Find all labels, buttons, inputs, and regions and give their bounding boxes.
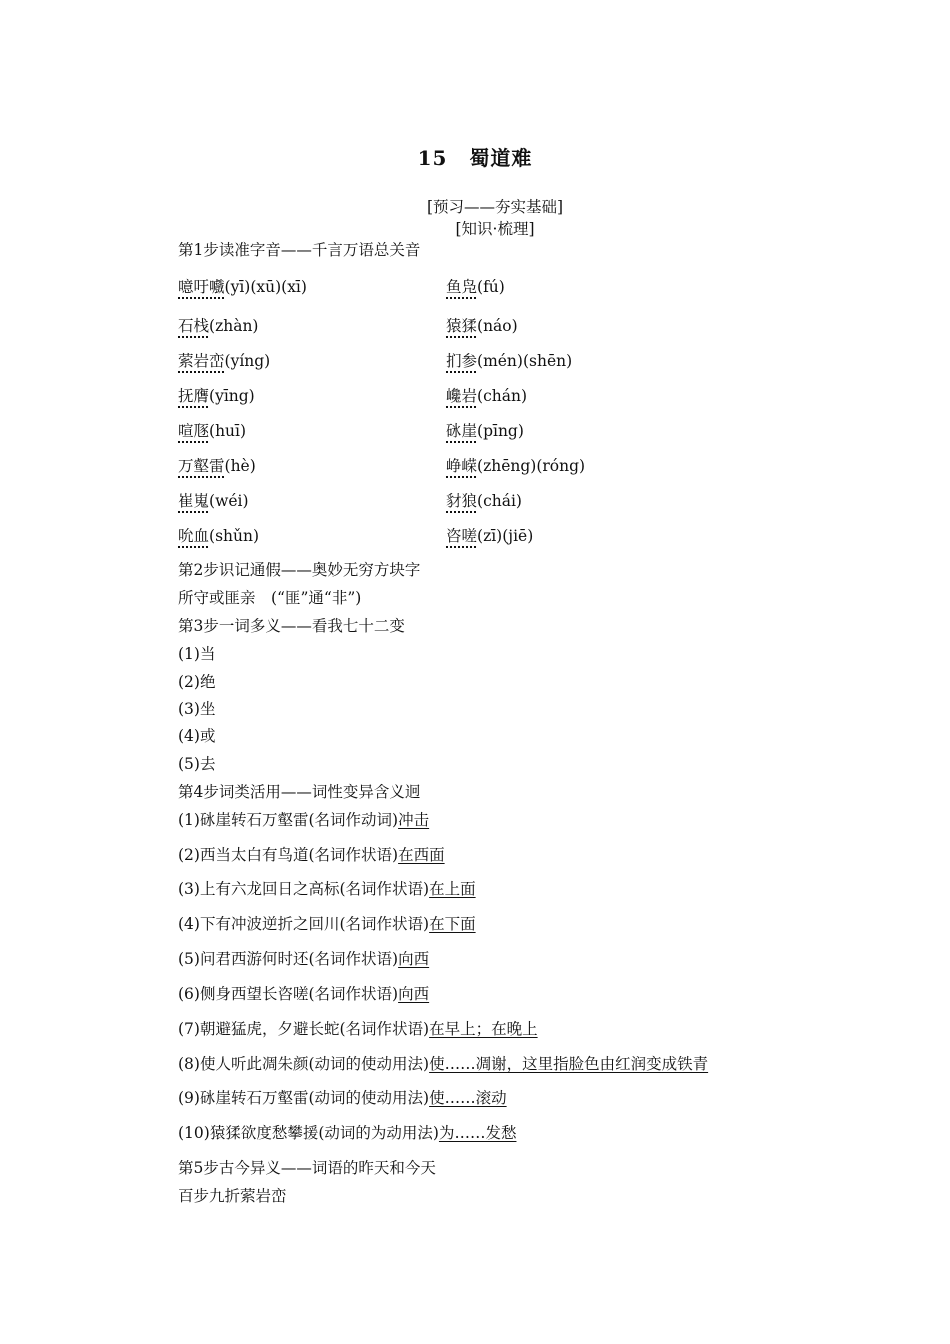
usage-note: (名词作状语) [308, 985, 399, 1003]
usage-item [178, 914, 476, 934]
pron-pinyin: (zhēng)(róng) [477, 457, 586, 475]
pron-pinyin: (wéi) [209, 492, 249, 510]
usage-num: (4) [178, 915, 200, 933]
pron-left-5 [178, 456, 256, 476]
usage-note: (名词作动词) [308, 811, 399, 829]
usage-text: 问君西游何时还 [199, 950, 309, 968]
polysemy-item: (2)绝 [178, 673, 216, 691]
pron-pinyin: (zī)(jiē) [477, 527, 534, 545]
usage-answer: 在西面 [398, 846, 445, 864]
usage-num: (10) [178, 1124, 210, 1142]
usage-text: 使人听此凋朱颜 [199, 1055, 309, 1073]
polysemy-item: (4)或 [178, 727, 216, 745]
usage-text: 砯崖转石万壑雷 [199, 1089, 309, 1107]
step5-item: 百步九折萦岩峦 [178, 1187, 287, 1205]
usage-num: (7) [178, 1020, 200, 1038]
usage-answer: 冲击 [398, 811, 430, 829]
usage-num: (8) [178, 1055, 200, 1073]
usage-item [178, 879, 476, 899]
pron-word: 噫吁嚱 [178, 278, 225, 296]
usage-note: (名词作状语) [308, 950, 399, 968]
usage-item [178, 1054, 708, 1074]
usage-note: (名词作状语) [339, 915, 430, 933]
preview-header: [预习——夯实基础] [426, 198, 564, 216]
usage-item [178, 984, 429, 1004]
step2-heading: 第2步识记通假——奥妙无穷方块字 [178, 561, 421, 579]
pron-word: 鱼凫 [446, 278, 478, 296]
usage-note: (动词的为动用法) [318, 1124, 439, 1142]
pron-word: 豺狼 [446, 492, 478, 510]
pron-pinyin: (mén)(shēn) [477, 352, 573, 370]
pron-right-7 [446, 526, 533, 546]
usage-num: (1) [178, 811, 200, 829]
usage-num: (3) [178, 880, 200, 898]
usage-note: (名词作状语) [339, 1020, 430, 1038]
pron-right-6 [446, 491, 522, 511]
usage-text: 下有冲波逆折之回川 [199, 915, 340, 933]
pron-pinyin: (chán) [477, 387, 527, 405]
pron-word: 万壑雷 [178, 457, 225, 475]
usage-note: (动词的使动用法) [308, 1055, 430, 1073]
pron-pinyin: (huī) [209, 422, 247, 440]
step1-heading: 第1步读准字音——千言万语总关音 [178, 241, 421, 259]
usage-answer: 使……凋谢，这里指脸色由红润变成铁青 [429, 1055, 709, 1073]
pron-right-0 [446, 277, 505, 297]
pron-pinyin: (zhàn) [209, 317, 259, 335]
pron-word: 抚膺 [178, 387, 210, 405]
usage-item [178, 1123, 516, 1143]
usage-note: (名词作状语) [339, 880, 430, 898]
pron-word: 咨嗟 [446, 527, 478, 545]
pron-left-1 [178, 316, 258, 336]
pron-pinyin: (chái) [477, 492, 522, 510]
pron-pinyin: (pīng) [477, 422, 524, 440]
usage-text: 侧身西望长咨嗟 [199, 985, 309, 1003]
usage-item [178, 810, 429, 830]
usage-num: (2) [178, 846, 200, 864]
usage-num: (9) [178, 1089, 200, 1107]
polysemy-item: (1)当 [178, 645, 216, 663]
usage-note: (动词的使动用法) [308, 1089, 430, 1107]
pron-pinyin: (náo) [477, 317, 518, 335]
step2-item: 所守或匪亲 (“匪”通“非”) [178, 589, 362, 607]
pron-right-1 [446, 316, 518, 336]
pron-word: 喧豗 [178, 422, 210, 440]
knowledge-header: [知识·梳理] [455, 220, 535, 238]
polysemy-item: (3)坐 [178, 700, 216, 718]
pron-pinyin: (fú) [477, 278, 505, 296]
pron-left-3 [178, 386, 255, 406]
usage-text: 朝避猛虎，夕避长蛇 [199, 1020, 340, 1038]
pron-pinyin: (yī)(xū)(xī) [224, 278, 307, 296]
lesson-title: 蜀道难 [469, 146, 533, 170]
usage-text: 上有六龙回日之高标 [199, 880, 340, 898]
pron-right-2 [446, 351, 572, 371]
usage-answer: 使……滚动 [429, 1089, 507, 1107]
pron-left-2 [178, 351, 270, 371]
step5-heading: 第5步古今异义——词语的昨天和今天 [178, 1159, 436, 1177]
pron-word: 石栈 [178, 317, 210, 335]
pron-left-7 [178, 526, 259, 546]
usage-item [178, 1019, 538, 1039]
polysemy-item: (5)去 [178, 755, 216, 773]
pron-word: 峥嵘 [446, 457, 478, 475]
usage-item [178, 845, 445, 865]
usage-item [178, 949, 429, 969]
pron-pinyin: (hè) [224, 457, 256, 475]
usage-answer: 向西 [398, 985, 430, 1003]
pron-word: 崔嵬 [178, 492, 210, 510]
pron-word: 扪参 [446, 352, 478, 370]
usage-num: (5) [178, 950, 200, 968]
usage-answer: 在下面 [429, 915, 476, 933]
usage-note: (名词作状语) [308, 846, 399, 864]
pron-pinyin: (shǔn) [209, 527, 260, 545]
pron-right-3 [446, 386, 527, 406]
lesson-number: 15 [417, 146, 448, 170]
usage-answer: 为……发愁 [438, 1124, 517, 1142]
pron-pinyin: (yíng) [224, 352, 271, 370]
usage-text: 猿猱欲度愁攀援 [209, 1124, 319, 1142]
pron-word: 猿猱 [446, 317, 478, 335]
pron-word: 巉岩 [446, 387, 478, 405]
pron-word: 萦岩峦 [178, 352, 225, 370]
usage-num: (6) [178, 985, 200, 1003]
pron-right-4 [446, 421, 524, 441]
pron-left-4 [178, 421, 246, 441]
pron-word: 吮血 [178, 527, 210, 545]
usage-item [178, 1088, 507, 1108]
step4-heading: 第4步词类活用——词性变异含义迥 [178, 783, 421, 801]
pron-right-5 [446, 456, 585, 476]
usage-text: 砯崖转石万壑雷 [199, 811, 309, 829]
usage-answer: 在上面 [429, 880, 476, 898]
pron-word: 砯崖 [446, 422, 478, 440]
usage-answer: 在早上；在晚上 [429, 1020, 538, 1038]
usage-answer: 向西 [398, 950, 430, 968]
usage-text: 西当太白有鸟道 [199, 846, 309, 864]
page-title [0, 142, 950, 171]
pron-pinyin: (yīng) [209, 387, 255, 405]
step3-heading: 第3步一词多义——看我七十二变 [178, 617, 405, 635]
pron-left-6 [178, 491, 249, 511]
pron-left-0 [178, 277, 307, 297]
